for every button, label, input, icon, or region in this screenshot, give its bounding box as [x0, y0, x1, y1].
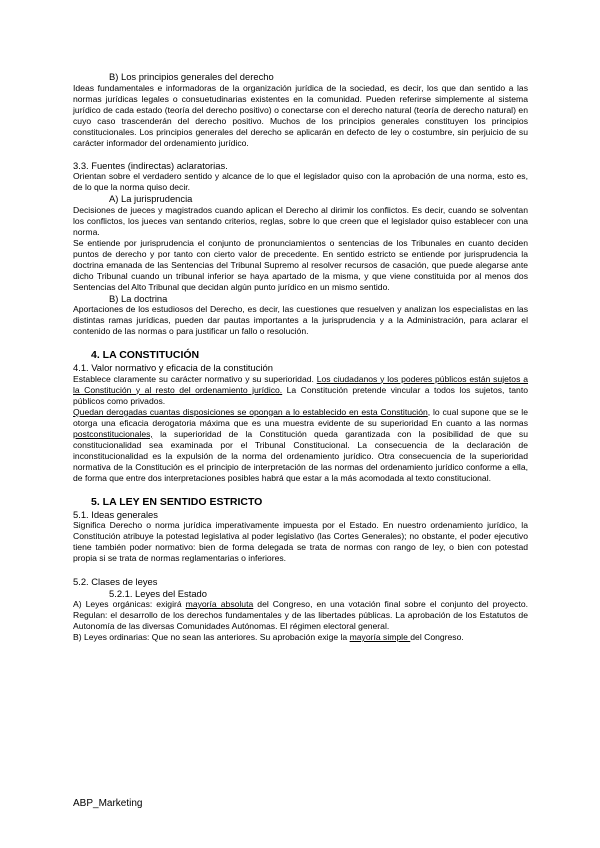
document-page — [73, 71, 528, 643]
underlined-text: postconstitucionales, — [73, 428, 153, 439]
underlined-text: mayoría absoluta — [185, 599, 254, 609]
subheading-doctrina: B) La doctrina — [109, 292, 168, 304]
paragraph-jurisprudencia-2: Se entiende por jurisprudencia el conjunto de pronunciamientos o sentencias de los Tribunales en cuanto deciden puntos de derecho y por tanto con cierto valor de precedente. En sentido estricto se entiende por jurisprudencia la doctrina emanada de las Sentencias del Tribunal Supremo al resolver recursos de casación, que puede alegarse ante dicho Tribunal cuando un tribunal inferior se haya apartado de la misma, y que viene constituida por al menos dos Sentencias del Alto Tribunal que decidan algún punto jurídico en un mismo sentido. — [73, 237, 528, 292]
subheading-ideas-generales: 5.1. Ideas generales — [73, 508, 158, 520]
page-footer: ABP_Marketing — [73, 798, 143, 809]
underlined-text: Quedan derogadas cuantas disposiciones se opongan a lo establecido en esta Constitución — [73, 406, 428, 417]
paragraph-leyes-organicas: A) Leyes orgánicas: exigirá mayoría absoluta del Congreso, en una votación final sobre el conjunto del proyecto. Regulan: el desarrollo de los derechos fundamentales y de las libertades públicas. La aprobación de los Estatutos de Autonomía de las diversas Comunidades Autónomas. El régimen electoral general. — [73, 599, 529, 631]
subheading-clases-leyes: 5.2. Clases de leyes — [73, 576, 158, 587]
underlined-text: Los ciudadanos y los poderes públicos están sujetos a la Constitución y al resto del ordenamiento jurídico. — [73, 373, 528, 395]
section-heading-fuentes: 3.3. Fuentes (indirectas) aclaratorias. — [73, 159, 228, 171]
subheading-jurisprudencia: A) La jurisprudencia — [109, 193, 193, 204]
underlined-text: mayoría simple — [349, 632, 411, 642]
heading-ley: 5. LA LEY EN SENTIDO ESTRICTO — [91, 495, 263, 508]
paragraph-constitucion-2: Quedan derogadas cuantas disposiciones se opongan a lo establecido en esta Constitución, lo cual supone que se le otorga una eficacia derogatoria máxima que es una muestra evidente de su superioridad En cuanto a las normas postconstitucionales, la superioridad de la Constitución queda garantizada con la posibilidad de que su constitucionalidad sea examinada por el Tribunal Constitucional. La consecuencia de la declaración de inconstitucionalidad es la expulsión de la norma del ordenamiento jurídico. Otra consecuencia de la superioridad normativa de la Constitución es el principio de interpretación de las normas del ordenamiento jurídico conforme a ella, de forma que entre dos interpretaciones posibles habrá que estar a la más acomodada al texto constitucional. — [73, 406, 528, 483]
paragraph-fuentes-intro: Orientan sobre el verdadero sentido y alcance de lo que el legislador quiso con la aprobación de una norma, esto es, de lo que la norma quiso decir. — [73, 171, 528, 192]
subheading-valor-normativo: 4.1. Valor normativo y eficacia de la constitución — [73, 362, 273, 373]
section-heading-principios: B) Los principios generales del derecho — [109, 71, 274, 82]
heading-constitucion: 4. LA CONSTITUCIÓN — [91, 349, 200, 361]
paragraph-leyes-ordinarias: B) Leyes ordinarias: Que no sean las anteriores. Su aprobación exige la mayoría simple del Congreso. — [73, 632, 464, 642]
paragraph-jurisprudencia-1: Decisiones de jueces y magistrados cuando aplican el Derecho al dirimir los conflictos. Es decir, cuando se solventan los conflictos, los jueces van sentando criterios, reglas, sobre lo que creen que el legislador quiso establecer con una norma. — [73, 204, 528, 237]
paragraph-constitucion-1: Establece claramente su carácter normativo y su superioridad. Los ciudadanos y los poderes públicos están sujetos a la Constitución y al resto del ordenamiento jurídico. La Constitución pretende vincular a todos los sujetos, tanto públicos como privados. — [73, 373, 528, 406]
paragraph-ideas-generales: Significa Derecho o norma jurídica imperativamente impuesta por el Estado. En nuestro ordenamiento jurídico, la Constitución atribuye la potestad legislativa al poder legislativo (las Cortes Generales); no obstante, el poder ejecutivo tiene también poder normativo: bien de forma delegada se trata de normas con rango de ley, o bien con potestad propia si se trata de normas reglamentarias o inferiores. — [73, 520, 528, 563]
paragraph-doctrina: Aportaciones de los estudiosos del Derecho, es decir, las cuestiones que resuelven y analizan los especialistas en las distintas ramas jurídicas, pueden dar pautas importantes a la jurisprudencia y a la Administración, para aclarar el contenido de las normas o para justificar un fallo o resolución. — [73, 304, 528, 336]
subheading-leyes-estado: 5.2.1. Leyes del Estado — [109, 587, 207, 599]
paragraph-principios: Ideas fundamentales e informadoras de la organización jurídica de la sociedad, es decir, los que dan sentido a las normas jurídicas legales o consuetudinarias existentes en la comunidad. Pueden referirse simplemente al sistema jurídico de cada estado (teoría del derecho positivo) o conectarse con el derecho natural (teoría de derecho natural) en cuyo caso trascenderán del derecho positivo. Muchos de los principios generales constituyen los principios constitucionales. Los principios generales del derecho se aplicarán en defecto de ley o costumbre, sin perjuicio de su carácter informador del ordenamiento jurídico. — [73, 82, 528, 148]
